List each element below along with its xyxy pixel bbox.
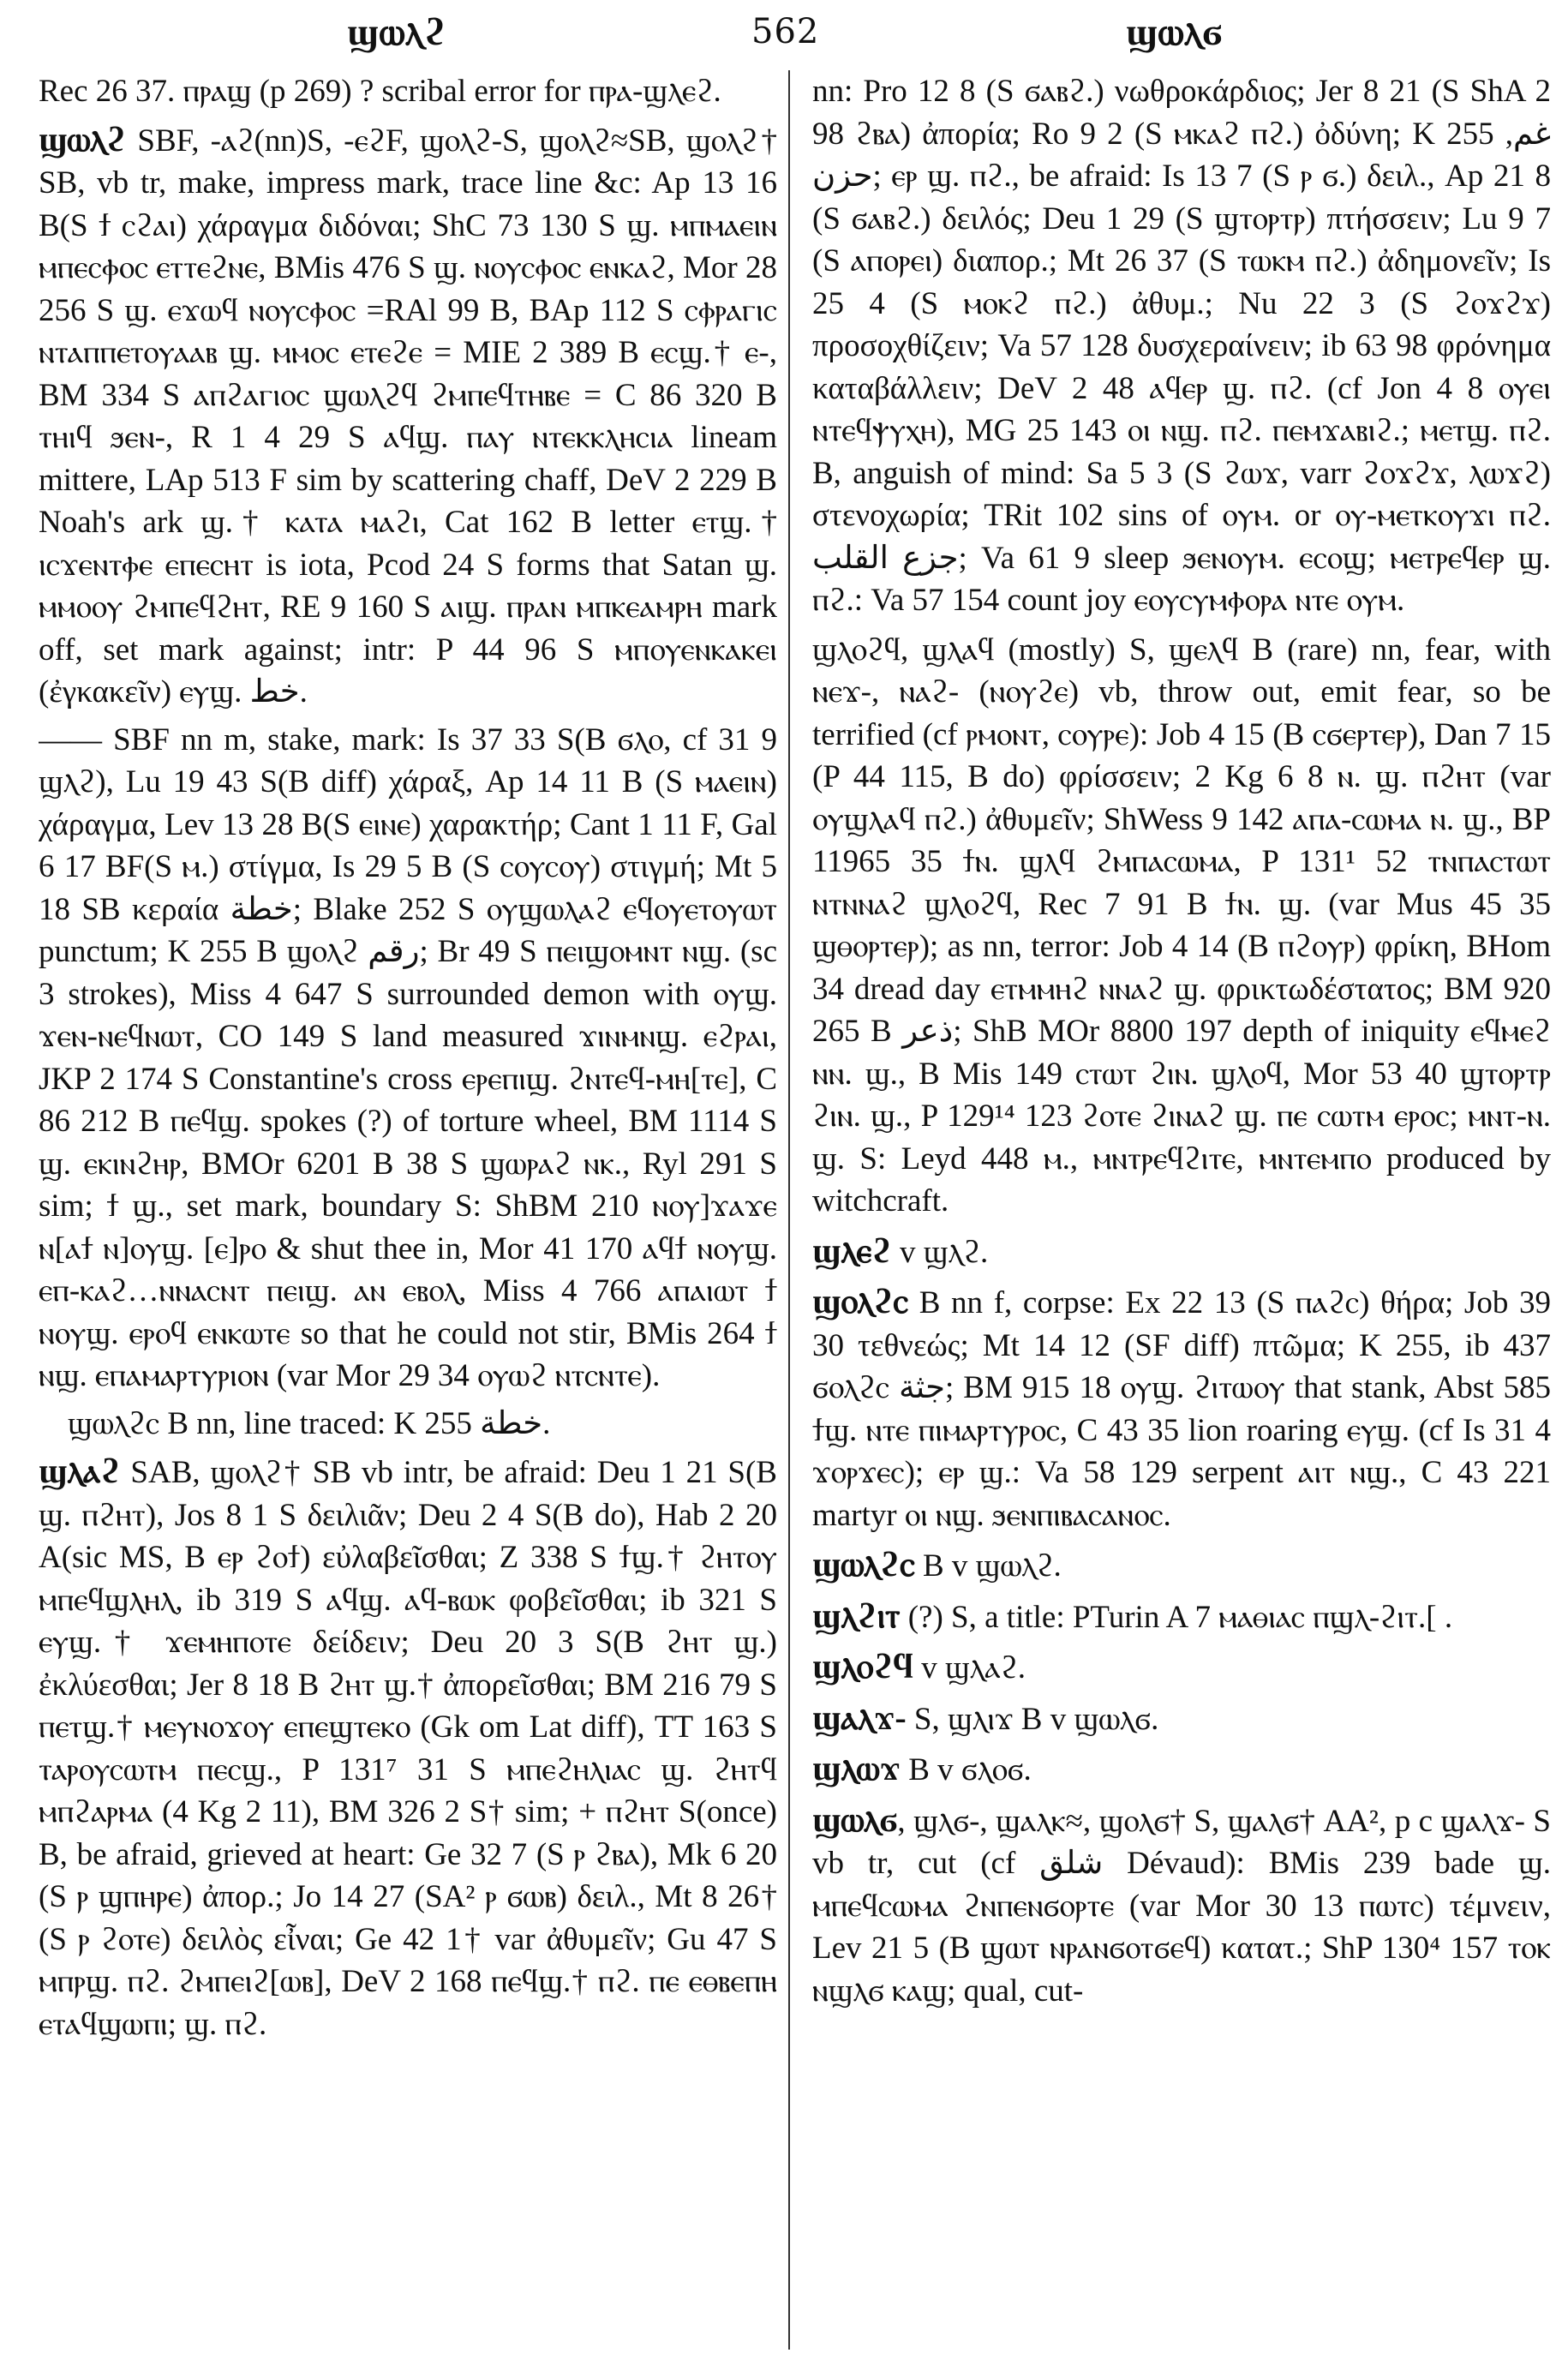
dictionary-entry — [812, 1697, 1551, 1741]
dictionary-entry — [39, 118, 777, 714]
entry-text: v ϣⲗϩ. — [891, 1234, 989, 1270]
headword: ϣⲗⲉϩ — [812, 1230, 892, 1270]
entry-text: SAB, ϣⲟⲗϩ† SB vb intr, be afraid: Deu 1 21 S(B ϣ. ⲡϩⲏⲧ), Jos 8 1 S δειλιᾶν; Deu 2 4 S(B do), Hab 2 20 A(sic MS, B ⲉⲣ ϩⲟϯ) εὐλαβεῖσθαι; Z 338 S ϯϣ.† ϩⲏⲧⲟⲩ ⲙⲡⲉϥϣⲗⲏⲗ, ib 319 S ⲁϥϣ. ⲁϥ-ⲃⲱⲕ φοβεῖσθαι; ib 321 S ⲉⲩϣ.† ϫⲉⲙⲏⲡⲟⲧⲉ δείδειν; Deu 20 3 S(B ϩⲏⲧ ϣ.) ἐκλύεσθαι; Jer 8 18 B ϩⲏⲧ ϣ.† ἀπορεῖσθαι; BM 216 79 S ⲡⲉⲧϣ.† ⲙⲉⲩⲛⲟϫⲟⲩ ⲉⲡⲉϣⲧⲉⲕⲟ (Gk om Lat diff), TT 163 S ⲧⲁⲣⲟⲩⲥⲱⲧⲙ ⲡⲉⲥϣ., P 131⁷ 31 S ⲙⲡⲉϩⲏⲗⲓⲁⲥ ϣ. ϩⲏⲧϥ ⲙⲡϩⲁⲣⲙⲁ (4 Kg 2 11), BM 326 2 S† sim; + ⲡϩⲏⲧ S(once) B, be afraid, grieved at heart: Ge 32 7 (S ⲣ ϩⲃⲁ), Mk 6 20 (S ⲣ ϣⲡⲏⲣⲉ) ἀπορ.; Jo 14 27 (SA² ⲣ ϭⲱⲃ) δειλ., Mt 8 26† (S ⲣ ϩⲟⲧⲉ) δειλὸς εἶναι; Ge 42 1† var ἀθυμεῖν; Gu 47 S ⲙⲡⲣϣ. ⲡϩ. ϩⲙⲡⲉⲓϩ[ⲱⲃ], DeV 2 168 ⲡⲉϥϣ.† ⲡϩ. ⲡⲉ ⲉⲑⲃⲉⲡⲏ ⲉⲧⲁϥϣⲱⲡⲓ; ϣ. ⲡϩ. — [39, 1455, 777, 2042]
entry-text: ϣⲗⲟϩϥ, ϣⲗⲁϥ (mostly) S, ϣⲉⲗϥ B (rare) nn, fear, with ⲛⲉϫ-, ⲛⲁϩ- (ⲛⲟⲩϩⲉ) vb, throw out, emit fear, so be terrified (cf ⲣⲙⲟⲛⲧ, ⲥⲟⲩⲣⲉ): Job 4 15 (B ⲥϭⲉⲣⲧⲉⲣ), Dan 7 15 (P 44 115, B do) φρίσσειν; 2 Kg 6 8 ⲛ. ϣ. ⲡϩⲏⲧ (var ⲟⲩϣⲗⲁϥ ⲡϩ.) ἀθυμεῖν; ShWess 9 142 ⲁⲡⲁ-ⲥⲱⲙⲁ ⲛ. ϣ., BP 11965 35 ϯⲛ. ϣⲗϥ ϩⲙⲡⲁⲥⲱⲙⲁ, P 131¹ 52 ⲧⲛⲡⲁⲥⲧⲱⲧ ⲛⲧⲛⲛⲁϩ ϣⲗⲟϩϥ, Rec 7 91 B ϯⲛ. ϣ. (var Mus 45 35 ϣⲑⲟⲣⲧⲉⲣ); as nn, terror: Job 4 14 (B ⲡϩⲟⲩⲣ) φρίκη, BHom 34 dread day ⲉⲧⲙⲙⲏϩ ⲛⲛⲁϩ ϣ. φρικτωδέστατος; BM 920 265 B ذعر; ShB MOr 8800 197 depth of iniquity ⲉϥⲙⲉϩ ⲛⲛ. ϣ., B Mis 149 ⲥⲧⲱⲧ ϩⲓⲛ. ϣⲗⲟϥ, Mor 53 40 ϣⲧⲟⲣⲧⲣ ϩⲓⲛ. ϣ., P 129¹⁴ 123 ϩⲟⲧⲉ ϩⲓⲛⲁϩ ϣ. ⲡⲉ ⲥⲱⲧⲙ ⲉⲣⲟⲥ; ⲙⲛⲧ-ⲛ. ϣ. S: Leyd 448 ⲙ., ⲙⲛⲧⲣⲉϥϩⲓⲧⲉ, ⲙⲛⲧⲉⲙⲡⲟ produced by witchcraft. — [812, 632, 1551, 1218]
dictionary-entry — [39, 70, 777, 113]
entry-text: v ϣⲗⲁϩ. — [913, 1650, 1026, 1685]
running-header-right: ϣⲱⲗϭ — [1126, 10, 1224, 54]
headword: ϣⲁⲗϫ- — [812, 1697, 907, 1737]
dictionary-entry — [39, 1450, 777, 2045]
column-divider — [788, 70, 790, 2350]
left-column — [39, 70, 777, 2350]
headword: ϣⲗⲱϫ — [812, 1749, 901, 1787]
headword: ϣⲱⲗϩⲥ — [812, 1545, 915, 1584]
headword: ϣⲗⲁϩ — [39, 1452, 121, 1490]
entry-text: S, ϣⲗⲓϫ B v ϣⲱⲗϭ. — [906, 1701, 1159, 1737]
entry-text: Rec 26 37. ⲡⲣⲁϣ (p 269) ? scribal error for ⲡⲣⲁ-ϣⲗⲉϩ. — [39, 74, 721, 109]
entry-text: —— SBF nn m, stake, mark: Is 37 33 S(B ϭⲗⲟ, cf 31 9 ϣⲗϩ), Lu 19 43 S(B diff) χάραξ, Ap 14 11 B (S ⲙⲁⲉⲓⲛ) χάραγμα, Lev 13 28 B(S ⲉⲓⲛⲉ) χαρακτήρ; Cant 1 11 F, Gal 6 17 BF(S ⲙ.) στίγμα, Is 29 5 B (S ⲥⲟⲩⲥⲟⲩ) στιγμή; Mt 5 18 SB κεραία خطة; Blake 252 S ⲟⲩϣⲱⲗⲁϩ ⲉϥⲟⲩⲉⲧⲟⲩⲱⲧ punctum; K 255 B ϣⲟⲗϩ رقم; Br 49 S ⲡⲉⲓϣⲟⲙⲛⲧ ⲛϣ. (sc 3 strokes), Miss 4 647 S surrounded demon with ⲟⲩϣ. ϫⲉⲛ-ⲛⲉϥⲛⲱⲧ, CO 149 S land measured ϫⲓⲛⲙⲛϣ. ⲉϩⲣⲁⲓ, JKP 2 174 S Constantine's cross ⲉⲣⲉⲡⲓϣ. ϩⲛⲧⲉϥ-ⲙⲏ[ⲧⲉ], C 86 212 B ⲡⲉϥϣ. spokes (?) of torture wheel, BM 1114 S ϣ. ⲉⲕⲓⲛϩⲏⲣ, BMOr 6201 B 38 S ϣⲱⲣⲁϩ ⲛⲕ., Ryl 291 S sim; ϯ ϣ., set mark, boundary S: ShBM 210 ⲛⲟⲩ]ϫⲁϫⲉ ⲛ[ⲁϯ ⲛ]ⲟⲩϣ. [ⲉ]ⲣⲟ & shut thee in, Mor 41 170 ⲁϥϯ ⲛⲟⲩϣ. ⲉⲡ-ⲕⲁϩ…ⲛⲛⲁⲥⲛⲧ ⲡⲉⲓϣ. ⲁⲛ ⲉⲃⲟⲗ, Miss 4 766 ⲁⲡⲁⲓⲱⲧ ϯ ⲛⲟⲩϣ. ⲉⲣⲟϥ ⲉⲛⲕⲱⲧⲉ so that he could not stir, BMis 264 ϯ ⲛϣ. ⲉⲡⲁⲙⲁⲣⲧⲩⲣⲓⲟⲛ (var Mor 29 34 ⲟⲩⲱϩ ⲛⲧⲥⲛⲧⲉ). — [39, 721, 777, 1393]
entry-text: B nn f, corpse: Ex 22 13 (S ⲡⲁϩⲥ) θήρα; Job 39 30 τεθνεώς; Mt 14 12 (SF diff) πτῶμα; K 255, ib 437 ϭⲟⲗϩⲥ جثة; BM 915 18 ⲟⲩϣ. ϩⲓⲧⲱⲟⲩ that stank, Abst 585 ϯϣ. ⲛⲧⲉ ⲡⲓⲙⲁⲣⲧⲩⲣⲟⲥ, C 43 35 lion roaring ⲉⲩϣ. (cf Is 31 4 ϫⲟⲣϫⲉⲥ); ⲉⲣ ϣ.: Va 58 129 serpent ⲁⲓⲧ ⲛϣ., C 43 221 martyr ⲟⲓ ⲛϣ. ϧⲉⲛⲡⲓⲃⲁⲥⲁⲛⲟⲥ. — [812, 1285, 1551, 1533]
dictionary-entry — [39, 719, 777, 1398]
running-header-left: ϣⲱⲗϩ — [347, 10, 447, 54]
entry-text: SBF, -ⲁϩ(nn)S, -ⲉϩF, ϣⲟⲗϩ-S, ϣⲟⲗϩ≈SB, ϣⲟⲗϩ† SB, vb tr, make, impress mark, trace line &c: Ap 13 16 B(S ϯ ⲥϩⲁⲓ) χάραγμα διδόναι; ShC 73 130 S ϣ. ⲙⲡⲙⲁⲉⲓⲛ ⲙⲡⲉⲥⲫⲟⲥ ⲉⲧⲧⲉϩⲛⲉ, BMis 476 S ϣ. ⲛⲟⲩⲥⲫⲟⲥ ⲉⲛⲕⲁϩ, Mor 28 256 S ϣ. ⲉϫⲱϥ ⲛⲟⲩⲥⲫⲟⲥ =RAl 99 B, BAp 112 S ⲥⲫⲣⲁⲅⲓⲥ ⲛⲧⲁⲡⲡⲉⲧⲟⲩⲁⲁⲃ ϣ. ⲙⲙⲟⲥ ⲉⲧⲉϩⲉ = MIE 2 389 B ⲉⲥϣ.† ⲉ-, BM 334 S ⲁⲡϩⲁⲅⲓⲟⲥ ϣⲱⲗϩϥ ϩⲙⲡⲉϥⲧⲏⲃⲉ = C 86 320 B ⲧⲏⲓϥ ϧⲉⲛ-, R 1 4 29 S ⲁϥϣ. ⲡⲁⲩ ⲛⲧⲉⲕⲕⲗⲏⲥⲓⲁ lineam mittere, LAp 513 F sim by scattering chaff, DeV 2 229 B Noah's ark ϣ.† ⲕⲁⲧⲁ ⲙⲁϩⲓ, Cat 162 B letter ⲉⲧϣ.† ⲓⲥϫⲉⲛⲧⲫⲉ ⲉⲡⲉⲥⲏⲧ is iota, Pcod 24 S forms that Satan ϣ. ⲙⲙⲟⲟⲩ ϩⲙⲡⲉϥϩⲏⲧ, RE 9 160 S ⲁⲓϣ. ⲡⲣⲁⲛ ⲙⲡⲕⲉⲁⲙⲣⲏ mark off, set mark against; intr: P 44 96 S ⲙⲡⲟⲩⲉⲛⲕⲁⲕⲉⲓ (ἐγκακεῖν) ⲉⲩϣ. خط. — [39, 123, 777, 710]
dictionary-entry — [812, 629, 1551, 1223]
headword: ϣⲗⲟϩϥ — [812, 1647, 913, 1685]
entry-text: B v ϭⲗⲟϭ. — [900, 1752, 1032, 1787]
dictionary-entry — [812, 70, 1551, 622]
headword: ϣⲱⲗϭ — [812, 1799, 898, 1839]
dictionary-entry — [812, 1280, 1551, 1536]
entry-text: ϣⲱⲗϩⲥ B nn, line traced: K 255 خطة. — [68, 1405, 551, 1441]
entry-text: B v ϣⲱⲗϩ. — [914, 1548, 1062, 1584]
dictionary-entry — [812, 1595, 1551, 1639]
headword: ϣⲱⲗϩ — [39, 119, 127, 159]
page-number: 562 — [751, 12, 820, 51]
dictionary-entry — [812, 1747, 1551, 1792]
right-column — [812, 70, 1551, 2350]
dictionary-entry — [812, 1645, 1551, 1690]
headword: ϣⲗϩⲓⲧ — [812, 1596, 901, 1635]
entry-text: (?) S, a title: PTurin A 7 ⲙⲁⲑⲓⲁⲥ ⲡϣⲗ-ϩⲓⲧ.[ . — [900, 1599, 1453, 1635]
headword: ϣⲟⲗϩⲥ — [812, 1282, 909, 1320]
dictionary-entry — [812, 1799, 1551, 2013]
entry-text: nn: Pro 12 8 (S ϭⲁⲃϩ.) νωθροκάρδιος; Jer 8 21 (S ShA 2 98 ϩⲃⲁ) ἀπορία; Ro 9 2 (S ⲙⲕⲁϩ ⲡϩ.) ὀδύνη; K 255 غم, حزن; ⲉⲣ ϣ. ⲡϩ., be afraid: Is 13 7 (S ⲣ ϭ.) δειλ., Ap 21 8 (S ϭⲁⲃϩ.) δειλός; Deu 1 29 (S ϣⲧⲟⲣⲧⲣ) πτήσσειν; Lu 9 7 (S ⲁⲡⲟⲣⲉⲓ) διαπορ.; Mt 26 37 (S ⲧⲱⲕⲙ ⲡϩ.) ἀδημονεῖν; Is 25 4 (S ⲙⲟⲕϩ ⲡϩ.) ἀθυμ.; Nu 22 3 (S ϩⲟϫϩϫ) προσοχθίζειν; Va 57 128 δυσχεραίνειν; ib 63 98 φρόνημα καταβάλλειν; DeV 2 48 ⲁϥⲉⲣ ϣ. ⲡϩ. (cf Jon 4 8 ⲟⲩⲉⲓ ⲛⲧⲉϥⲯⲩⲭⲏ), MG 25 143 ⲟⲓ ⲛϣ. ⲡϩ. ⲡⲉⲙϫⲁⲃⲓϩ.; ⲙⲉⲧϣ. ⲡϩ. B, anguish of mind: Sa 5 3 (S ϩⲱϫ, varr ϩⲟϫϩϫ, ⲗⲱϫϩ) στενοχωρία; TRit 102 sins of ⲟⲩⲙ. or ⲟⲩ-ⲙⲉⲧⲕⲟⲩϫⲓ ⲡϩ. جزع القلب; Va 61 9 sleep ϧⲉⲛⲟⲩⲙ. ⲉⲥⲟϣ; ⲙⲉⲧⲣⲉϥⲉⲣ ϣ. ⲡϩ.: Va 57 154 count joy ⲉⲟⲩⲥⲩⲙⲫⲟⲣⲁ ⲛⲧⲉ ⲟⲩⲙ. — [812, 74, 1551, 618]
dictionary-entry — [812, 1230, 1551, 1274]
dictionary-entry — [39, 1403, 777, 1446]
entry-text: , ϣⲗϭ-, ϣⲁⲗⲕ≈, ϣⲟⲗϭ† S, ϣⲁⲗϭ† AA², p c ϣⲁⲗϫ- S vb tr, cut (cf شلق Dévaud): BMis 239 bade ϣ. ⲙⲡⲉϥⲥⲱⲙⲁ ϩⲛⲡⲉⲛϭⲟⲣⲧⲉ (var Mor 30 13 ⲡⲱⲧⲥ) τέμνειν, Lev 21 5 (B ϣⲱⲧ ⲛⲣⲁⲛϭⲟⲧϭⲉϥ) κατατ.; ShP 130⁴ 157 ⲧⲟⲕ ⲛϣⲗϭ ⲕⲁϣ; qual, cut- — [812, 1803, 1551, 2009]
dictionary-entry — [812, 1543, 1551, 1588]
